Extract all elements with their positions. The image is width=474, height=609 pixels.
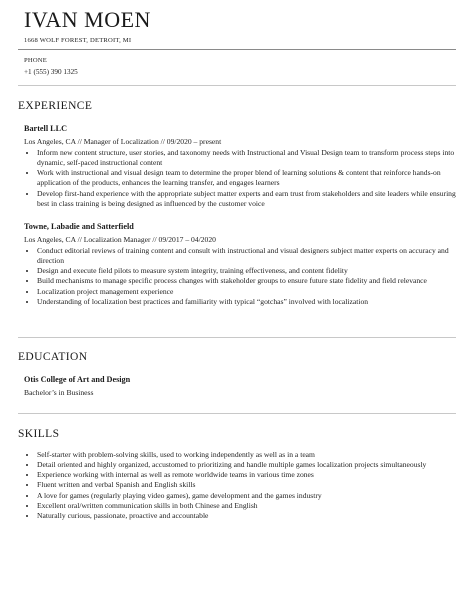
section-divider	[18, 413, 456, 414]
job-meta: Los Angeles, CA // Manager of Localization // 09/2020 – present	[24, 137, 222, 146]
phone-label: PHONE	[24, 57, 47, 64]
section-title-skills: SKILLS	[18, 428, 60, 440]
section-divider	[18, 337, 456, 338]
list-item: • Experience working with internal as well as remote worldwide teams in various time zones	[37, 470, 467, 480]
address: 1668 WOLF FOREST, DETROIT, MI	[24, 37, 132, 44]
list-item: • Build mechanisms to manage specific process changes with stakeholder groups to ensure future state fidelity and field relevance	[37, 276, 467, 286]
list-item: • A love for games (regularly playing video games), game development and the games industry	[37, 491, 467, 501]
job-bullets	[26, 246, 467, 307]
candidate-name: IVAN MOEN	[24, 7, 151, 32]
list-item: • Excellent oral/written communication skills in both Chinese and English	[37, 501, 467, 511]
list-item: • Inform new content structure, user stories, and taxonomy needs with Instructional and Visual Design team to transform process steps into dynamic, self-paced instructional content	[37, 148, 467, 168]
list-item: • Detail oriented and highly organized, accustomed to prioritizing and handle multiple games localization projects simultaneously	[37, 460, 467, 470]
list-item: • Self-starter with problem-solving skills, used to working independently as well as in a team	[37, 450, 467, 460]
job-company: Towne, Labadie and Satterfield	[24, 222, 134, 231]
list-item: • Develop first-hand experience with the appropriate subject matter experts and earn trust from stakeholders and site leaders while ensuring best in class training is being designed as influenced by the customer voice	[37, 189, 467, 209]
list-item: • Conduct editorial reviews of training content and consult with instructional and visual designers subject matter experts on accuracy and direction	[37, 246, 467, 266]
job-bullets	[26, 148, 467, 209]
header-divider	[18, 49, 456, 50]
degree: Bachelor’s in Business	[24, 388, 94, 397]
list-item: • Fluent written and verbal Spanish and English skills	[37, 480, 467, 490]
section-title-experience: EXPERIENCE	[18, 100, 93, 112]
section-title-education: EDUCATION	[18, 351, 88, 363]
list-item: • Work with instructional and visual design team to determine the proper blend of learning solutions & content that reinforce hands-on application of the products, enhances the learning transfer, and engages learners	[37, 168, 467, 188]
job-company: Bartell LLC	[24, 124, 67, 133]
job-meta: Los Angeles, CA // Localization Manager // 09/2017 – 04/2020	[24, 235, 216, 244]
list-item: • Localization project management experience	[37, 287, 467, 297]
list-item: • Design and execute field pilots to measure system integrity, training effectiveness, and content fidelity	[37, 266, 467, 276]
phone-number: +1 (555) 390 1325	[24, 68, 78, 76]
list-item: • Understanding of localization best practices and familiarity with typical “gotchas” involved with localization	[37, 297, 467, 307]
list-item: • Naturally curious, passionate, proactive and accountable	[37, 511, 467, 521]
school-name: Otis College of Art and Design	[24, 375, 131, 384]
section-divider	[18, 85, 456, 86]
skills-list	[26, 450, 467, 521]
